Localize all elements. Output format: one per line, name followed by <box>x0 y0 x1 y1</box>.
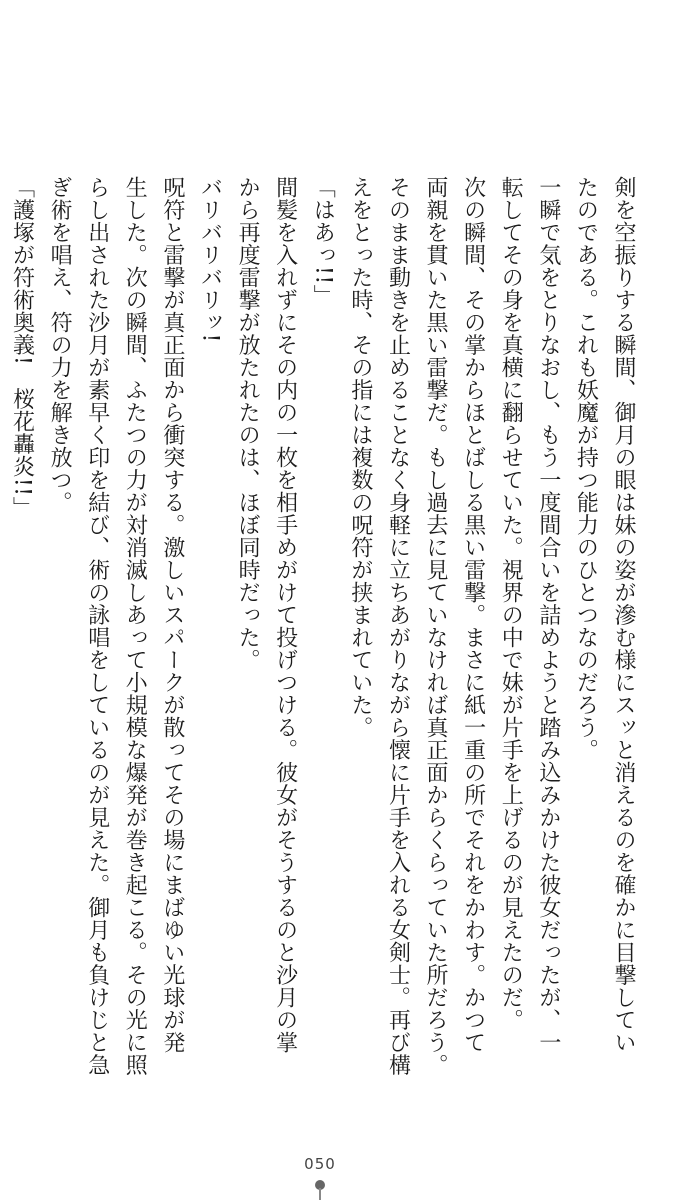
text-line-5: 次の瞬間、その掌からほとばしる黒い雷撃。まさに紙一重の所でそれをかわす。かつて <box>460 176 486 1054</box>
text-line-1: 剣を空振りする瞬間、御月の眼は妹の姿が滲む様にスッと消えるのを確かに目撃してい <box>611 176 636 1054</box>
text-line-18 <box>0 176 3 996</box>
page-number: 050 <box>304 1155 336 1173</box>
text-line-2: たのである。これも妖魔が持つ能力のひとつなのだろう。 <box>573 176 599 761</box>
text-line-16: ぎ術を唱え、符の力を解き放つ。 <box>47 176 73 514</box>
text-line-8: えをとった時、その指には複数の呪符が挟まれていた。 <box>347 176 373 739</box>
text-line-13: 呪符と雷撃が真正面から衝突する。激しいスパークが散ってその場にまばゆい光球が発 <box>159 176 185 1054</box>
text-line-7: そのまま動きを止めることなく身軽に立ちあがりながら懐に片手を入れる女剣士。再び構 <box>385 176 411 1076</box>
text-line-3: 一瞬で気をとりなおし、もう一度間合いを詰めようと踏み込みかけた彼女だったが、一 <box>535 176 561 1054</box>
text-line-12: バリバリバリッ! <box>197 176 223 343</box>
text-line-14: 生した。次の瞬間、ふたつの力が対消滅しあって小規模な爆発が巻き起こる。その光に照 <box>122 176 148 1076</box>
text-line-10: 間髪を入れずにその内の一枚を相手めがけて投げつける。彼女がそうするのと沙月の掌 <box>272 176 298 1054</box>
text-line-9: 「はあっ!!」 <box>310 176 336 308</box>
text-line-11: から再度雷撃が放たれたのは、ほぼ同時だった。 <box>235 176 261 671</box>
text-line-15: らし出された沙月が素早く印を結び、術の詠唱をしているのが見えた。御月も負けじと急 <box>84 176 110 1076</box>
vertical-text-body <box>9 176 642 1076</box>
text-line-4: 転してその身を真横に翻らせていた。視界の中で妹が片手を上げるのが見えたのだ。 <box>498 176 524 1031</box>
text-line-17: 「護塚が符術奥義! 桜花轟炎!!」 <box>9 176 35 520</box>
page-marker-stem <box>319 1188 321 1200</box>
text-line-6: 両親を貫いた黒い雷撃だ。もし過去に見ていなければ真正面からくらっていた所だろう。 <box>423 176 449 1076</box>
